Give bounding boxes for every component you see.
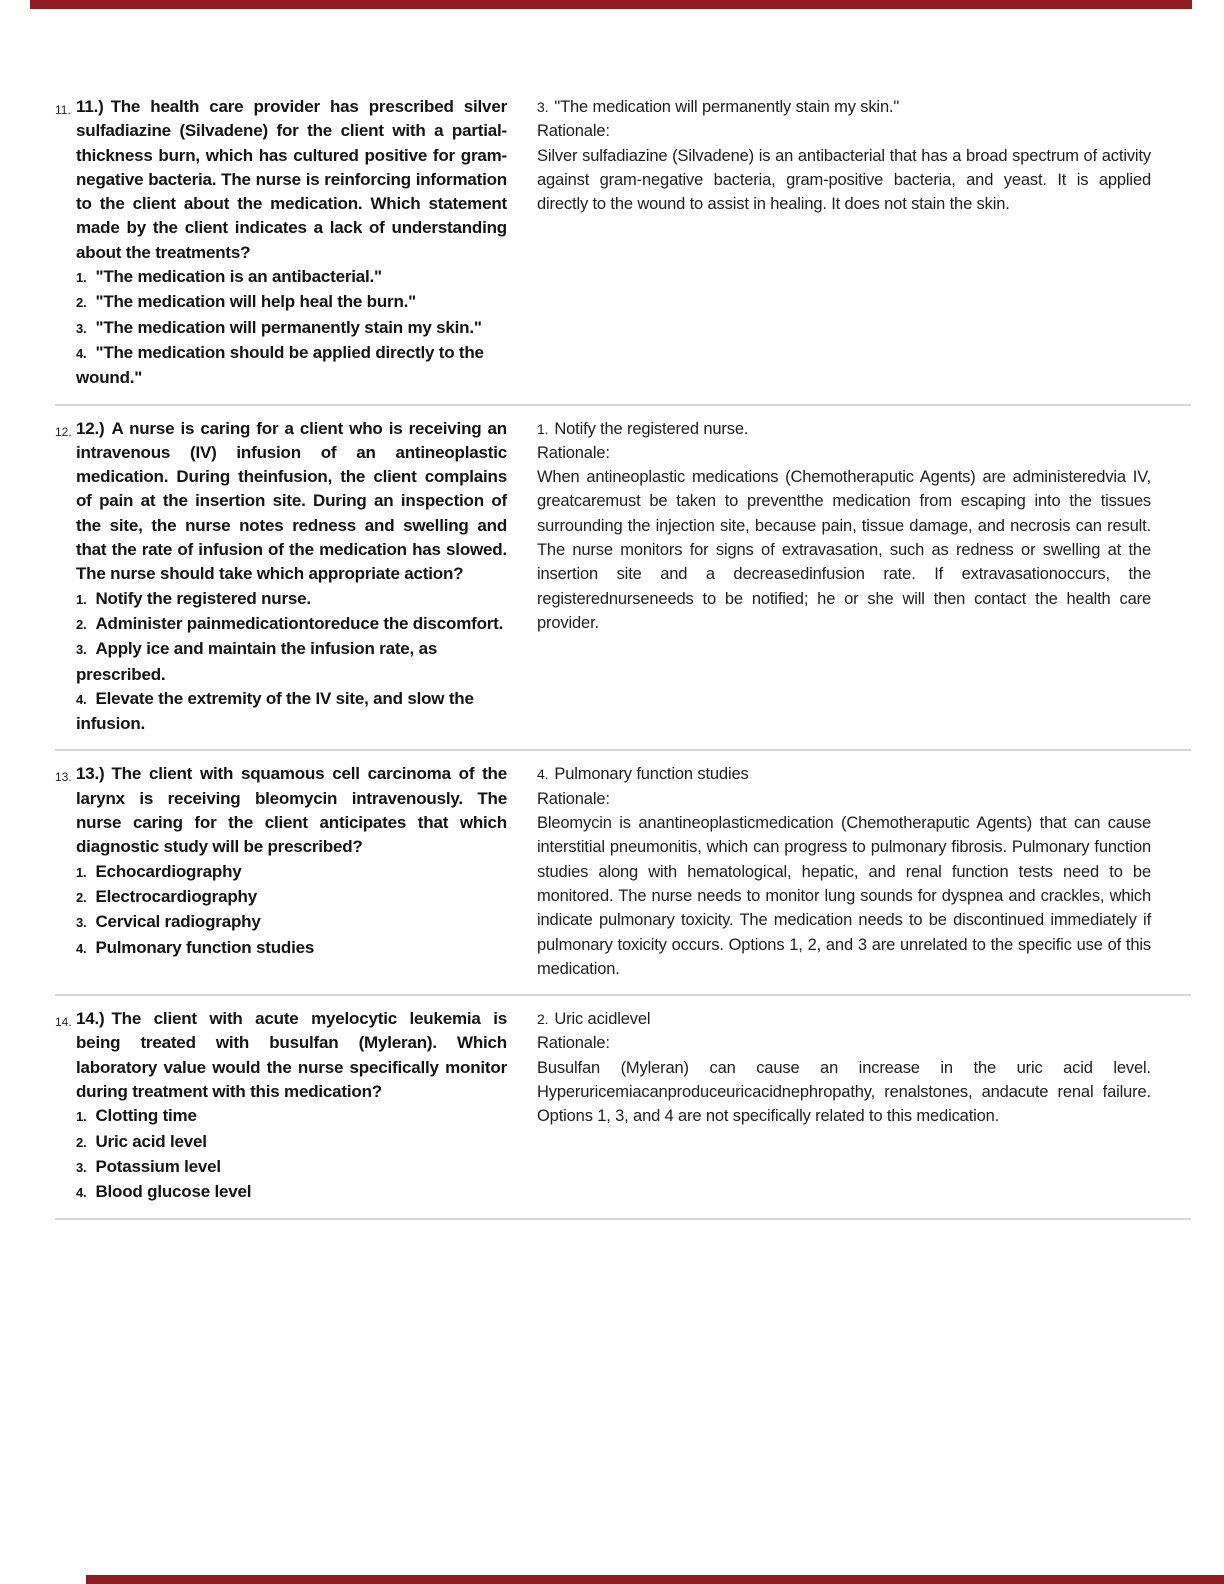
rationale-text: When antineoplastic medications (Chemotheraputic Agents) are administeredvia IV, greatcaremust be taken to preventthe medication from escaping into the tissues surrounding the injection site, because pain, tissue damage, and necrosis can result. The nurse monitors for signs of extravasation, such as redness or swelling at the insertion site and a decreasedinfusion rate. If extravasationoccurs, the registerednurseneeds to be notified; he or she will then contact the health care provider. bbox=[537, 468, 1151, 632]
answer-option bbox=[76, 341, 507, 391]
answer-text: Uric acidlevel bbox=[554, 1010, 651, 1029]
question-column bbox=[55, 95, 507, 391]
correct-answer bbox=[537, 762, 1151, 786]
answer-column bbox=[537, 762, 1151, 981]
answer-text: "The medication will permanently stain my skin." bbox=[554, 98, 900, 116]
option-number: 1. bbox=[76, 1109, 87, 1125]
qa-block-12 bbox=[55, 404, 1191, 750]
option-number: 1. bbox=[76, 270, 87, 286]
question-number-label: 11.) bbox=[76, 97, 104, 116]
option-number: 2. bbox=[76, 616, 87, 632]
option-text: "The medication is an antibacterial." bbox=[95, 267, 382, 287]
question-stem: The client with acute myelocytic leukemia is being treated with busulfan (Myleran). Which laboratory value would the nurse specifically monitor during treatment with this medication? bbox=[76, 1009, 507, 1101]
option-text: Electrocardiography bbox=[95, 886, 257, 906]
question-number-label: 14.) bbox=[76, 1009, 105, 1029]
rationale-label: Rationale: bbox=[537, 789, 610, 808]
option-text: Pulmonary function studies bbox=[95, 937, 315, 957]
question-column bbox=[55, 1007, 507, 1205]
option-text: Blood glucose level bbox=[95, 1182, 252, 1202]
option-number: 3. bbox=[76, 642, 87, 658]
question-number-label: 12.) bbox=[76, 418, 105, 438]
question-stem: The client with squamous cell carcinoma of the larynx is receiving bleomycin intravenously. The nurse caring for the client anticipates that which diagnostic study will be prescribed? bbox=[76, 764, 507, 857]
option-text: Administer painmedicationtoreduce the discomfort. bbox=[95, 613, 504, 633]
rationale-label: Rationale: bbox=[537, 122, 610, 141]
rationale-text: Silver sulfadiazine (Silvadene) is an antibacterial that has a broad spectrum of activity against gram-negative bacteria, gram-positive bacteria, and yeast. It is applied directly to the wound to assist in healing. It does not stain the skin. bbox=[537, 146, 1151, 214]
option-text: Potassium level bbox=[95, 1156, 221, 1176]
rationale-label: Rationale: bbox=[537, 443, 610, 462]
question-list-number: 14. bbox=[55, 1015, 72, 1030]
answer-option bbox=[76, 1155, 507, 1180]
option-number: 4. bbox=[76, 345, 87, 361]
answer-number: 3. bbox=[537, 99, 549, 115]
answer-option bbox=[76, 587, 507, 612]
answer-text: Pulmonary function studies bbox=[554, 765, 749, 784]
question-body bbox=[76, 762, 507, 960]
option-number: 2. bbox=[76, 295, 87, 311]
rationale-text: Bleomycin is anantineoplasticmedication (Chemotheraputic Agents) that can cause interstitial pneumonitis, which can progress to pulmonary fibrosis. Pulmonary function studies along with hematological, hepatic, and renal function tests need to be monitored. The nurse needs to monitor lung sounds for dyspnea and crackles, which indicate pulmonary toxicity. The medication needs to be discontinued immediately if pulmonary toxicity occurs. Options 1, 2, and 3 are unrelated to the specific use of this medication. bbox=[537, 814, 1151, 978]
question-text bbox=[76, 95, 507, 265]
question-column bbox=[55, 762, 507, 960]
correct-answer bbox=[537, 95, 1151, 119]
answer-option bbox=[76, 687, 507, 737]
option-text: Echocardiography bbox=[95, 861, 242, 881]
answer-number: 1. bbox=[537, 420, 549, 437]
question-answer-list bbox=[55, 84, 1191, 1220]
answer-option bbox=[76, 910, 507, 935]
option-text: Clotting time bbox=[95, 1106, 197, 1126]
bottom-red-bar bbox=[86, 1575, 1224, 1584]
question-list-number: 13. bbox=[55, 770, 72, 785]
answer-number: 2. bbox=[537, 1011, 549, 1028]
top-red-bar bbox=[30, 0, 1192, 9]
rationale-label: Rationale: bbox=[537, 1034, 610, 1053]
option-text: "The medication will permanently stain my skin." bbox=[95, 317, 482, 337]
answer-option bbox=[76, 290, 507, 315]
option-number: 4. bbox=[76, 940, 87, 956]
option-text: Notify the registered nurse. bbox=[95, 588, 311, 608]
answer-column bbox=[537, 1007, 1151, 1128]
option-number: 3. bbox=[76, 915, 87, 931]
divider bbox=[55, 1218, 1191, 1220]
question-row bbox=[55, 417, 507, 737]
question-text bbox=[76, 1007, 507, 1104]
answer-option bbox=[76, 885, 507, 910]
qa-block-13 bbox=[55, 749, 1191, 994]
answer-option bbox=[76, 860, 507, 885]
question-number-label: 13.) bbox=[76, 764, 105, 784]
correct-answer bbox=[537, 417, 1151, 441]
option-number: 4. bbox=[76, 691, 87, 707]
question-row bbox=[55, 762, 507, 960]
option-text: Uric acid level bbox=[95, 1131, 207, 1151]
question-row bbox=[55, 1007, 507, 1205]
option-text: "The medication should be applied directly to the wound." bbox=[76, 342, 484, 388]
question-list-number: 11. bbox=[55, 103, 71, 117]
question-text bbox=[76, 417, 507, 587]
question-body bbox=[76, 417, 507, 737]
answer-option bbox=[76, 1180, 507, 1205]
question-text bbox=[76, 762, 507, 859]
answer-option bbox=[76, 265, 507, 290]
answer-option bbox=[76, 1104, 507, 1129]
question-body bbox=[76, 95, 507, 391]
option-number: 3. bbox=[76, 320, 87, 336]
question-column bbox=[55, 417, 507, 737]
answer-option bbox=[76, 1130, 507, 1155]
option-number: 2. bbox=[76, 1134, 87, 1150]
option-number: 4. bbox=[76, 1185, 87, 1201]
question-body bbox=[76, 1007, 507, 1205]
qa-block-14 bbox=[55, 994, 1191, 1218]
question-stem: A nurse is caring for a client who is receiving an intravenous (IV) infusion of an antineoplastic medication. During theinfusion, the client complains of pain at the insertion site. During an inspection of the site, the nurse notes redness and swelling and that the rate of infusion of the medication has slowed. The nurse should take which appropriate action? bbox=[76, 418, 507, 584]
answer-option bbox=[76, 316, 507, 341]
option-number: 3. bbox=[76, 1159, 87, 1175]
option-number: 1. bbox=[76, 864, 87, 880]
question-list-number: 12. bbox=[55, 424, 72, 439]
option-text: "The medication will help heal the burn." bbox=[95, 292, 417, 312]
answer-option bbox=[76, 936, 507, 961]
option-number: 1. bbox=[76, 591, 87, 607]
rationale-text: Busulfan (Myleran) can cause an increase in the uric acid level. Hyperuricemiacanproduceuricacidnephropathy, renalstones, andacute renal failure. Options 1, 3, and 4 are not specifically related to this medication. bbox=[537, 1058, 1151, 1126]
option-number: 2. bbox=[76, 889, 87, 905]
answer-text: Notify the registered nurse. bbox=[554, 419, 749, 438]
answer-option bbox=[76, 637, 507, 687]
option-text: Cervical radiography bbox=[95, 912, 261, 932]
correct-answer bbox=[537, 1007, 1151, 1031]
question-stem: The health care provider has prescribed silver sulfadiazine (Silvadene) for the client with a partial-thickness burn, which has cultured positive for gram-negative bacteria. The nurse is reinforcing information to the client about the medication. Which statement made by the client indicates a lack of understanding about the treatments? bbox=[76, 97, 507, 262]
answer-column bbox=[537, 417, 1151, 636]
option-text: Elevate the extremity of the IV site, and slow the infusion. bbox=[76, 688, 474, 734]
answer-column bbox=[537, 95, 1151, 216]
option-text: Apply ice and maintain the infusion rate, as prescribed. bbox=[76, 639, 438, 684]
qa-block-11 bbox=[55, 84, 1191, 404]
question-row bbox=[55, 95, 507, 391]
answer-option bbox=[76, 612, 507, 637]
answer-number: 4. bbox=[537, 766, 549, 783]
